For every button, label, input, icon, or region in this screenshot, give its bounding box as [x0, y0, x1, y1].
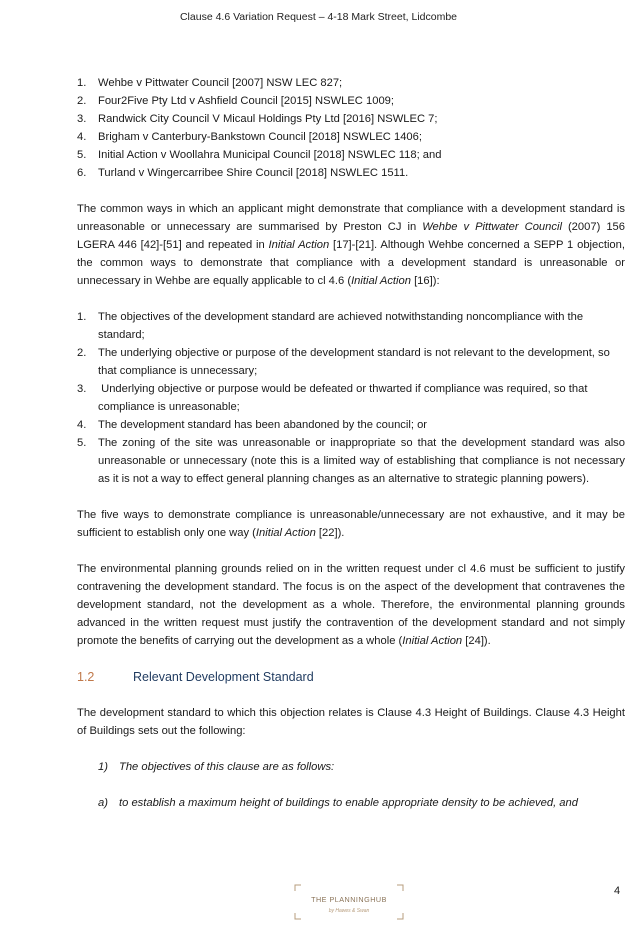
way-item [77, 380, 625, 416]
italic-case-name: Initial Action [351, 275, 411, 287]
case-item [77, 110, 625, 128]
logo-text: THE PLANNINGHUB [311, 895, 387, 904]
way-text: Underlying objective or purpose would be defeated or thwarted if compliance was required, so that compliance is unreasonable; [98, 383, 591, 413]
clause-number: 1) [98, 761, 108, 773]
italic-case-name: Initial Action [268, 239, 330, 251]
page-number: 4 [614, 885, 621, 897]
case-item [77, 74, 625, 92]
way-item [77, 308, 625, 344]
case-item [77, 146, 625, 164]
list-number: 3. [77, 383, 87, 395]
text-run: [24]). [462, 635, 491, 647]
spacer [77, 290, 625, 308]
paragraph-common-ways [77, 200, 625, 290]
ways-list [77, 308, 625, 488]
section-heading [77, 668, 625, 686]
list-number: 5. [77, 149, 87, 161]
clause-item [77, 758, 625, 776]
section-title: Relevant Development Standard [133, 670, 314, 684]
list-number: 1. [77, 77, 87, 89]
case-citation: Turland v Wingercarribee Shire Council [2018] NSWLEC 1511. [98, 167, 409, 179]
text-run: The five ways to demonstrate compliance is unreasonable/unnecessary are not exhaustive, and it may be sufficient to establish only one way ( [77, 509, 625, 539]
list-number: 3. [77, 113, 87, 125]
spacer [77, 650, 625, 668]
clause-text: The objectives of this clause are as follows: [119, 761, 335, 773]
text-run: (2007) 156 LGERA 446 [42]-[51] and repeated in [77, 221, 625, 251]
paragraph-environmental-grounds [77, 560, 625, 650]
clause-item [77, 794, 625, 812]
spacer [77, 488, 625, 506]
paragraph-five-ways [77, 506, 625, 542]
logo-tagline: by Hawes & Swan [328, 908, 370, 914]
way-text: The development standard has been abandoned by the council; or [98, 419, 428, 431]
way-item [77, 416, 625, 434]
case-citation: Initial Action v Woollahra Municipal Council [2018] NSWLEC 118; and [98, 149, 442, 161]
case-item [77, 128, 625, 146]
list-number: 5. [77, 437, 87, 449]
case-citation: Four2Five Pty Ltd v Ashfield Council [2015] NSWLEC 1009; [98, 95, 394, 107]
page-content [77, 74, 625, 812]
way-text: The zoning of the site was unreasonable or inappropriate so that the development standard was also unreasonable or unnecessary (note this is a limited way of establishing that compliance is not necessary as it is not a way to effect general planning changes as an alternative to strategic planning powers). [98, 437, 625, 485]
list-number: 6. [77, 167, 87, 179]
spacer [77, 182, 625, 200]
list-number: 4. [77, 419, 87, 431]
text-run: [16]): [410, 275, 440, 287]
list-number: 1. [77, 311, 87, 323]
paragraph-development-standard: The development standard to which this objection relates is Clause 4.3 Height of Buildings. Clause 4.3 Height of Buildings sets out the following: [77, 707, 625, 737]
list-number: 2. [77, 95, 87, 107]
italic-case-name: Wehbe v Pittwater Council [422, 221, 562, 233]
case-citation: Wehbe v Pittwater Council [2007] NSW LEC 827; [98, 77, 343, 89]
spacer [77, 542, 625, 560]
way-text: The objectives of the development standard are achieved notwithstanding noncompliance with the standard; [98, 311, 584, 341]
case-item [77, 92, 625, 110]
text-run: The common ways in which an applicant might demonstrate that compliance with a development standard is unreasonable or unnecessary are summarised by Preston CJ in [77, 203, 625, 233]
spacer [77, 686, 625, 704]
spacer [77, 740, 625, 758]
clause-number: a) [98, 797, 108, 809]
italic-case-name: Initial Action [402, 635, 463, 647]
spacer [77, 776, 625, 794]
list-number: 4. [77, 131, 87, 143]
case-citation: Randwick City Council V Micaul Holdings Pty Ltd [2016] NSWLEC 7; [98, 113, 438, 125]
text-run: The environmental planning grounds relied on in the written request under cl 4.6 must be sufficient to justify contravening the development standard. The focus is on the aspect of the development that contravenes the development standard, not the development as a whole. Therefore, the environmental planning grounds advanced in the written request must justify the contravention of the development standard and not simply promote the benefits of carrying out the development as a whole ( [77, 563, 625, 647]
case-citation: Brigham v Canterbury-Bankstown Council [2018] NSWLEC 1406; [98, 131, 422, 143]
way-item [77, 344, 625, 380]
planning-hub-logo [294, 884, 404, 920]
case-item [77, 164, 625, 182]
section-number: 1.2 [77, 670, 95, 684]
way-item [77, 434, 625, 488]
way-text: The underlying objective or purpose of the development standard is not relevant to the development, so that compliance is unnecessary; [98, 347, 610, 377]
running-header: Clause 4.6 Variation Request – 4-18 Mark Street, Lidcombe [179, 11, 458, 23]
list-number: 2. [77, 347, 87, 359]
text-run: [22]). [315, 527, 345, 539]
case-list [77, 74, 625, 182]
italic-case-name: Initial Action [255, 527, 316, 539]
text-run: [17]-[21]. Although Wehbe concerned a SEPP 1 objection, the common ways to demonstrate that compliance with a development standard is unreasonable or unnecessary in Wehbe are equally applicable to cl 4.6 ( [77, 239, 625, 287]
clause-text: to establish a maximum height of buildings to enable appropriate density to be achieved, and [119, 797, 578, 809]
